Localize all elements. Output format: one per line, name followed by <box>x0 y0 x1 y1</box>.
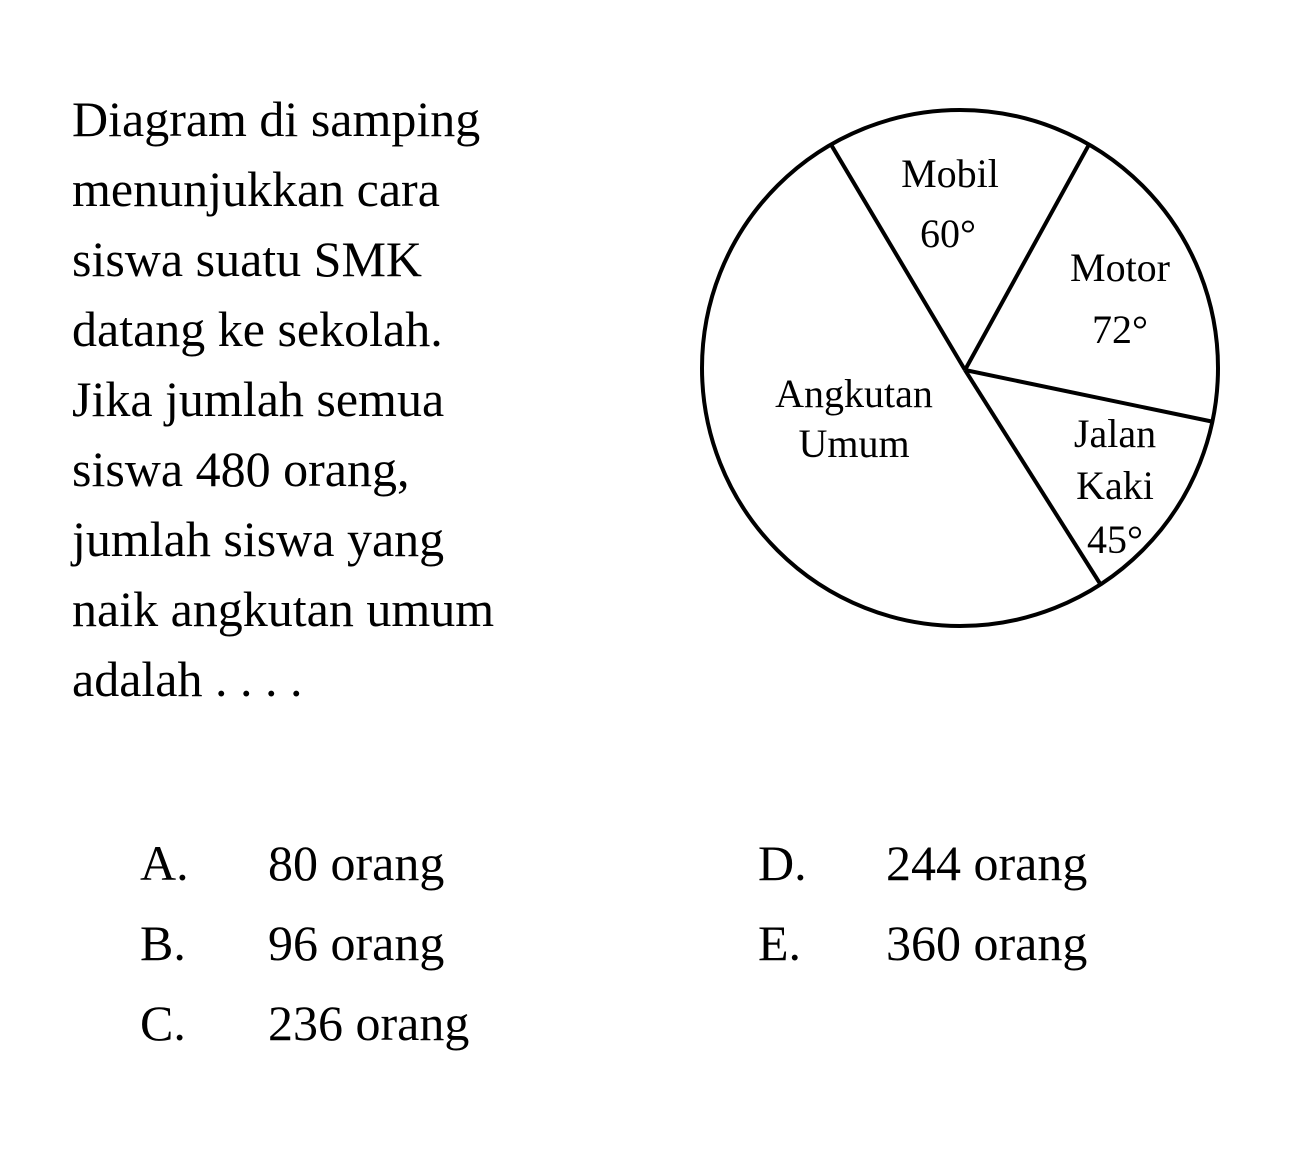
question-line: jumlah siswa yang <box>72 511 445 567</box>
option-text: 244 orang <box>886 835 1088 891</box>
option-letter: A. <box>140 835 189 891</box>
slice-value-jalan-kaki: 45° <box>1087 517 1143 562</box>
question-text <box>72 84 692 714</box>
answer-options <box>140 828 1240 1068</box>
option-text: 80 orang <box>268 835 445 891</box>
question-line: Diagram di samping <box>72 91 481 147</box>
option-text: 96 orang <box>268 915 445 971</box>
question-line: siswa suatu SMK <box>72 231 423 287</box>
option-letter: B. <box>140 915 186 971</box>
option-b[interactable] <box>140 908 444 978</box>
question-line: siswa 480 orang, <box>72 441 410 497</box>
option-text: 236 orang <box>268 995 470 1051</box>
slice-label-jalan: Jalan <box>1073 411 1157 456</box>
pie-chart-svg <box>680 95 1240 655</box>
slice-label-kaki: Kaki <box>1076 463 1154 508</box>
question-line: menunjukkan cara <box>72 161 440 217</box>
option-c[interactable] <box>140 988 469 1058</box>
pie-chart <box>680 95 1240 655</box>
option-text: 360 orang <box>886 915 1088 971</box>
option-letter: C. <box>140 995 186 1051</box>
option-e[interactable] <box>758 908 1087 978</box>
question-line: Jika jumlah semua <box>72 371 445 427</box>
slice-label-angkutan: Angkutan <box>775 371 933 416</box>
slice-value-mobil: 60° <box>920 211 976 256</box>
option-a[interactable] <box>140 828 444 898</box>
option-d[interactable] <box>758 828 1087 898</box>
question-line: datang ke sekolah. <box>72 301 443 357</box>
slice-label-umum: Umum <box>798 421 910 466</box>
question-line: adalah . . . . <box>72 651 303 707</box>
question-line: naik angkutan umum <box>72 581 495 637</box>
slice-value-motor: 72° <box>1092 307 1148 352</box>
slice-label-mobil: Mobil <box>901 151 999 196</box>
pie-dividers <box>831 145 1212 585</box>
option-letter: D. <box>758 835 807 891</box>
slice-label-motor: Motor <box>1070 245 1170 290</box>
option-letter: E. <box>758 915 802 971</box>
